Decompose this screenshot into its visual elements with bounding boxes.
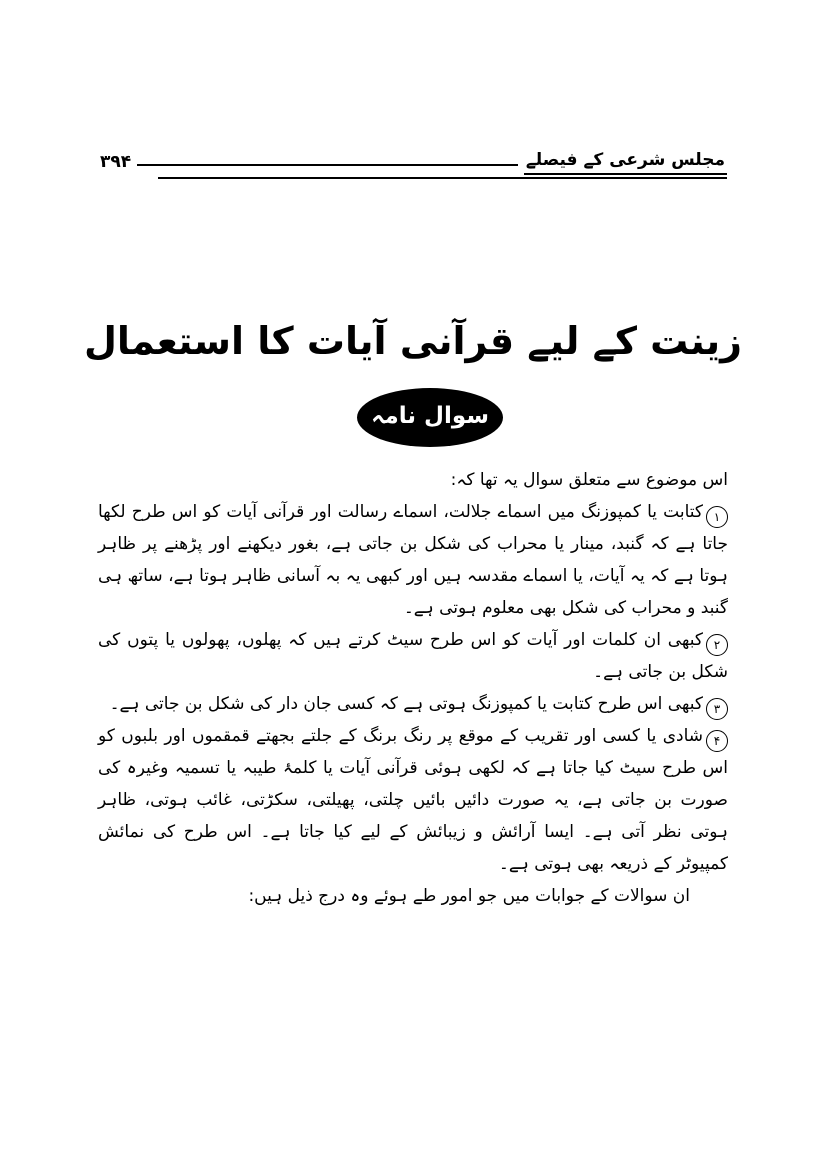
header-bottom-rule — [158, 177, 727, 179]
question-text: کتابت یا کمپوزنگ میں اسماے جلالت، اسماے رسالت اور قرآنی آیات کو اس طرح لکھا جاتا ہے کہ گنبد، مینار یا محراب کی شکل بن جاتی ہے، بغور دیکھنے اور پڑھنے پر ظاہر ہوتا ہے کہ یہ آیات، یا اسماے مقدسہ ہیں اور کبھی یہ بہ آسانی ظاہر ہوتا ہے، ساتھ ہی گنبد و محراب کی شکل بھی معلوم ہوتی ہے۔ — [98, 502, 728, 618]
question-item-1 — [98, 496, 728, 624]
question-number-circle: ۳ — [706, 698, 728, 720]
intro-line: اس موضوع سے متعلق سوال یہ تھا کہ: — [450, 470, 728, 490]
question-text: کبھی اس طرح کتابت یا کمپوزنگ ہوتی ہے کہ کسی جان دار کی شکل بن جاتی ہے۔ — [109, 694, 703, 714]
page-number: ۳۹۴ — [100, 152, 132, 172]
header-connector-rule — [137, 154, 518, 166]
question-number-circle: ۱ — [706, 506, 728, 528]
article-title: زینت کے لیے قرآنی آیات کا استعمال — [83, 319, 743, 364]
question-number-circle: ۲ — [706, 634, 728, 656]
question-item-4 — [98, 720, 728, 880]
question-text: کبھی ان کلمات اور آیات کو اس طرح سیٹ کرتے ہیں کہ پھلوں، پھولوں یا پتوں کی شکل بن جاتی ہے۔ — [98, 630, 728, 682]
outro-line: ان سوالات کے جوابات میں جو امور طے ہوئے وہ درج ذیل ہیں: — [248, 886, 690, 906]
page-header — [100, 143, 727, 175]
question-item-3 — [98, 688, 728, 720]
running-head-title: مجلس شرعی کے فیصلے — [524, 149, 727, 175]
question-item-2 — [98, 624, 728, 688]
question-text: شادی یا کسی اور تقریب کے موقع پر رنگ برنگ کے جلتے بجھتے قمقموں اور بلبوں کو اس طرح سیٹ کیا جاتا ہے کہ لکھی ہوئی قرآنی آیات یا کلمۂ طیبہ یا تسمیہ وغیرہ کی صورت بن جاتی ہے، یہ صورت دائیں بائیں چلتی، پھیلتی، سکڑتی، غائب ہوتی، ظاہر ہوتی نظر آتی ہے۔ ایسا آرائش و زیبائش کے لیے کیا جاتا ہے۔ اس طرح کی نمائش کمپیوٹر کے ذریعہ بھی ہوتی ہے۔ — [98, 726, 728, 874]
section-badge-oval — [358, 389, 502, 446]
question-number-circle: ۴ — [706, 730, 728, 752]
article-body — [98, 464, 728, 912]
section-badge-label: سوال نامہ — [371, 403, 489, 429]
